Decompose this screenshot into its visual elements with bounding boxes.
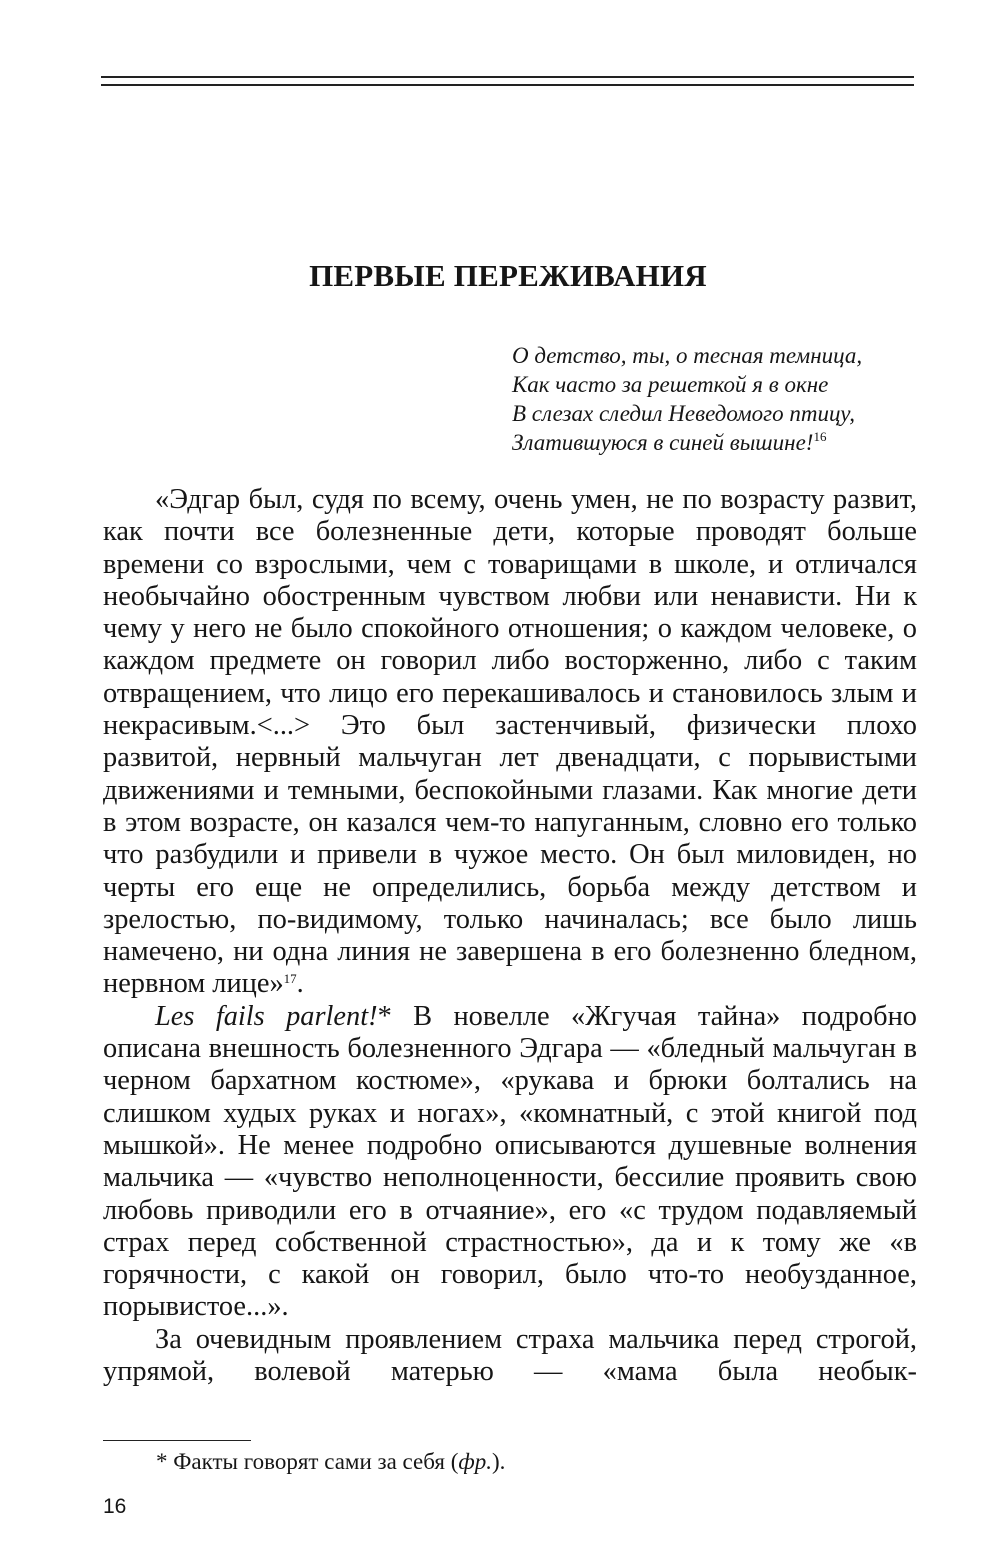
footnote-mark: * — [156, 1449, 168, 1474]
epigraph — [512, 341, 932, 457]
paragraph-1-text: «Эдгар был, судя по всему, очень умен, не по возрасту развит, как почти все болезненные дети, которые проводят больше времени со взрослыми, чем с товарищами в школе, и отличался необычайно обостренным чувством любви или ненависти. Ни к чему у него не было спокойного отношения; о каждом человеке, о каждом предмете он говорил либо восторженно, либо с таким отвращением, что лицо его перекашивалось и становилось злым и некрасивым.<...> Это был застенчивый, физически плохо развитой, нервный мальчуган лет двенадцати, с порывистыми движениями и темными, беспокойными глазами. Как многие дети в этом возрасте, он казался чем-то напуганным, словно его только что разбудили и привели в чужое место. Он был миловиден, но черты его еще не определились, борьба между детством и зрелостью, по-видимому, только начиналась; все было лишь намечено, ни одна линия не завершена в его болезненно бледном, нервном лице» — [103, 484, 917, 1000]
footnote-ref-17: 17 — [283, 971, 297, 987]
footnote: * Факты говорят сами за себя (фр.). — [156, 1449, 506, 1474]
epigraph-line: О детство, ты, о тесная темница, — [512, 343, 863, 368]
epigraph-line-text: Златившуюся в синей вышине! — [512, 430, 814, 455]
chapter-title: ПЕРВЫЕ ПЕРЕЖИВАНИЯ — [309, 258, 707, 293]
header-double-rule — [101, 76, 914, 86]
french-phrase: Les fails parlent! — [155, 1000, 378, 1032]
footnote-mark: * — [377, 1000, 392, 1032]
paragraph-mother: За очевидным проявлением страха мальчика перед строгой, упрямой, волевой матерью — «мама была необык- — [103, 1323, 917, 1388]
epigraph-line: Как часто за решеткой я в окне — [512, 372, 829, 397]
epigraph-line: В слезах следил Неведомого птицу, — [512, 401, 856, 426]
footnote-separator — [103, 1440, 251, 1441]
footnote-lang: фр. — [458, 1449, 492, 1474]
page-number: 16 — [103, 1495, 127, 1518]
paragraph-2-text: В новелле «Жгучая тайна» подробно описана внешность болезненного Эдгара — «бледный мальчуган в черном бархатном костюме», «рукава и брюки болтались на слишком худых руках и ногах», «комнатный, с этой книгой под мышкой». Не менее подробно описываются душевные волнения мальчика — «чувство неполноценности, бессилие проявить свою любовь приводили его в отчаяние», его «с трудом подавляемый страх перед собственной страстностью», да и к тому же «в горячности, с какой он говорил, было что-то необузданное, порывистое...». — [103, 1000, 917, 1323]
paragraph-les-faits — [103, 1001, 917, 1324]
epigraph-line — [512, 428, 932, 457]
main-text — [103, 484, 917, 1388]
footnote-text: Факты говорят сами за себя — [173, 1449, 445, 1474]
paragraph-quote: «Эдгар был, судя по всему, очень умен, не по возрасту развит, как почти все болезненные дети, которые проводят больше времени со взрослыми, чем с товарищами в школе, и отличался необычайно обостренным чувством любви или ненависти. Ни к чему у него не было спокойного отношения; о каждом человеке, о каждом предмете он говорил либо восторженно, либо с таким отвращением, что лицо его перекашивалось и становилось злым и некрасивым.<...> Это был застенчивый, физически плохо развитой, нервный мальчуган лет двенадцати, с порывистыми движениями и темными, беспокойными глазами. Как многие дети в этом возрасте, он казался чем-то напуганным, словно его только что разбудили и привели в чужое место. Он был миловиден, но черты его еще не определились, борьба между детством и зрелостью, по-видимому, только начиналась; все было лишь намечено, ни одна линия не завершена в его болезненно бледном, нервном лице»$^{17}$. — [103, 484, 917, 1000]
epigraph-note-ref: 16 — [813, 429, 827, 444]
